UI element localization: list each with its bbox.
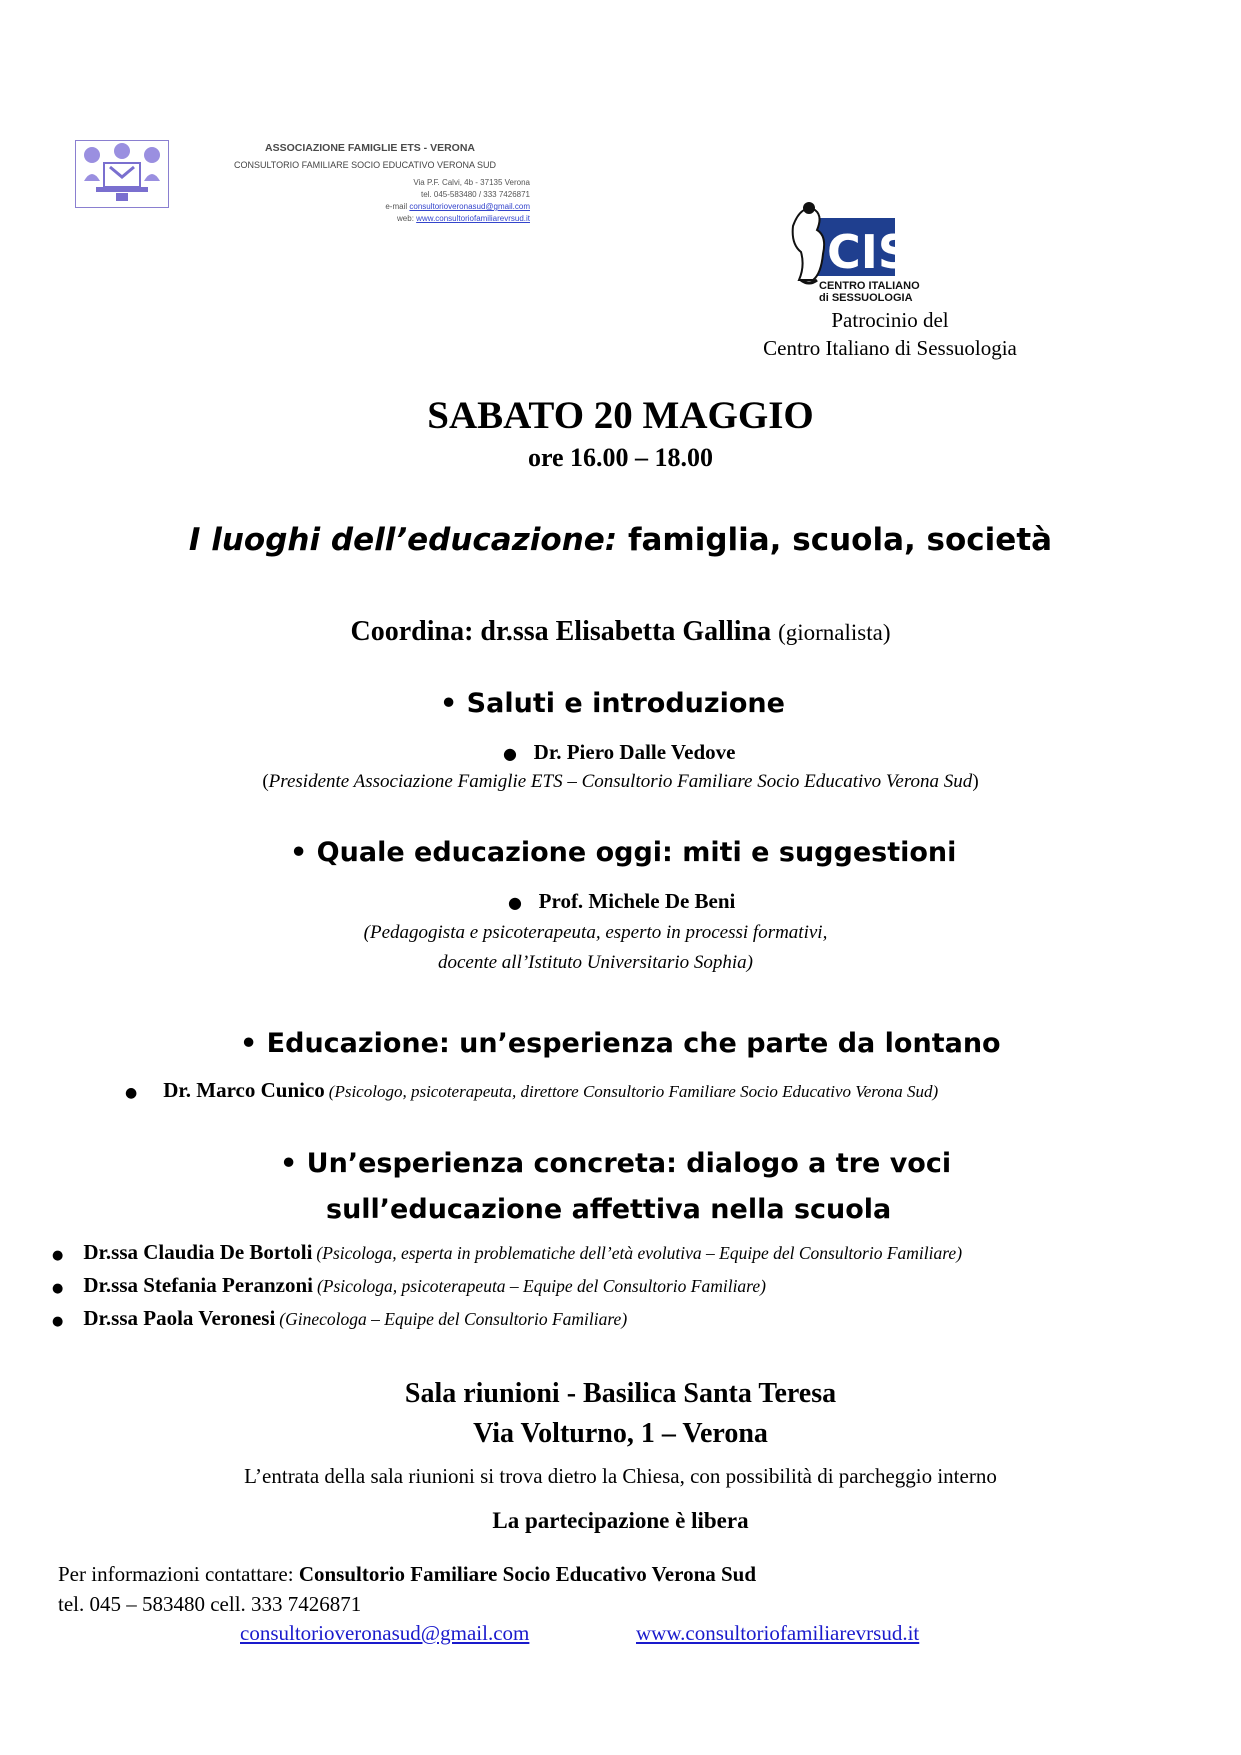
venue-line2: Via Volturno, 1 – Verona bbox=[473, 1418, 768, 1449]
contact-label: Per informazioni contattare: bbox=[58, 1562, 299, 1586]
bullet-icon: ● bbox=[503, 744, 534, 763]
section-1-title bbox=[440, 688, 785, 719]
org-email-row bbox=[200, 202, 530, 211]
free-entry: La partecipazione è libera bbox=[492, 1508, 749, 1533]
cis-logo bbox=[783, 196, 920, 304]
section-1-speaker-name: Dr. Piero Dalle Vedove bbox=[533, 740, 736, 764]
section-4-speaker-2-desc: (Psicologa, psicoterapeuta – Equipe del Consultorio Familiare) bbox=[316, 1276, 766, 1296]
bullet-icon: • bbox=[290, 837, 317, 868]
patronage-line2: Centro Italiano di Sessuologia bbox=[763, 336, 1017, 360]
section-4-speaker-2 bbox=[52, 1273, 766, 1298]
section-4-speaker-1 bbox=[52, 1240, 962, 1265]
cis-logo-text: CIS bbox=[827, 225, 912, 279]
family-icon bbox=[76, 141, 168, 207]
section-4-speaker-1-desc: (Psicologa, esperta in problematiche dell’età evolutiva – Equipe del Consultorio Familiare) bbox=[316, 1243, 963, 1263]
cis-logo-sub1: CENTRO ITALIANO bbox=[819, 280, 920, 292]
bullet-icon: ● bbox=[125, 1085, 138, 1101]
coordinator bbox=[0, 616, 1241, 648]
cis-logo-sub2: di SESSUOLOGIA bbox=[819, 292, 913, 304]
org-email-link[interactable]: consultorioveronasud@gmail.com bbox=[409, 202, 530, 211]
org-phones: tel. 045-583480 / 333 7426871 bbox=[421, 190, 530, 199]
org-address: Via P.F. Calvi, 4b - 37135 Verona bbox=[413, 178, 530, 187]
bullet-icon: • bbox=[280, 1148, 307, 1179]
section-4-speaker-3 bbox=[52, 1306, 627, 1331]
bullet-icon: ● bbox=[508, 893, 539, 912]
association-logo bbox=[75, 140, 169, 208]
contact-web-link[interactable]: www.consultoriofamiliarevrsud.it bbox=[636, 1621, 920, 1645]
bullet-icon: ● bbox=[52, 1314, 64, 1329]
org-email-label: e-mail bbox=[385, 202, 408, 211]
venue-line1: Sala riunioni - Basilica Santa Teresa bbox=[404, 1378, 837, 1409]
event-theme-italic: I luoghi dell’educazione: bbox=[188, 522, 618, 558]
section-4-speaker-3-desc: (Ginecologa – Equipe del Consultorio Familiare) bbox=[279, 1309, 628, 1329]
org-web-label: web: bbox=[397, 214, 414, 223]
section-2-desc-line1: (Pedagogista e psicoterapeuta, esperto in processi formativi, bbox=[363, 922, 828, 943]
section-3-speaker-name: Dr. Marco Cunico bbox=[163, 1078, 325, 1102]
section-3-title bbox=[240, 1028, 1001, 1059]
org-subtitle: CONSULTORIO FAMILIARE SOCIO EDUCATIVO VERONA SUD bbox=[233, 160, 497, 170]
coordinator-role: (giornalista) bbox=[778, 620, 891, 645]
event-theme bbox=[0, 522, 1241, 558]
patronage bbox=[720, 306, 1060, 362]
section-2-speaker-name: Prof. Michele De Beni bbox=[538, 889, 736, 913]
section-3-title-text: Educazione: un’esperienza che parte da lontano bbox=[266, 1028, 1001, 1059]
contact-phones: tel. 045 – 583480 cell. 333 7426871 bbox=[58, 1592, 362, 1616]
bullet-icon: ● bbox=[52, 1281, 64, 1296]
coordinator-name: Coordina: dr.ssa Elisabetta Gallina bbox=[350, 616, 772, 647]
org-web-link[interactable]: www.consultoriofamiliarevrsud.it bbox=[416, 214, 530, 223]
section-4-title bbox=[280, 1148, 951, 1179]
event-date: SABATO 20 MAGGIO bbox=[427, 394, 814, 437]
event-time: ore 16.00 – 18.00 bbox=[527, 443, 714, 472]
section-1-desc: (Presidente Associazione Famiglie ETS – Consultorio Familiare Socio Educativo Verona Sud) bbox=[262, 771, 979, 792]
section-1-title-text: Saluti e introduzione bbox=[466, 688, 785, 719]
contact-email-link[interactable]: consultorioveronasud@gmail.com bbox=[240, 1621, 530, 1645]
section-1-desc-text: Presidente Associazione Famiglie ETS – Consultorio Familiare Socio Educativo Verona Sud bbox=[268, 771, 973, 792]
section-4-speaker-3-name: Dr.ssa Paola Veronesi bbox=[83, 1306, 276, 1330]
section-4-title-line1: Un’esperienza concreta: dialogo a tre voci bbox=[306, 1148, 952, 1179]
section-3-speaker bbox=[125, 1078, 938, 1103]
bullet-icon: • bbox=[240, 1028, 267, 1059]
section-2-title bbox=[290, 837, 956, 868]
contact-line1 bbox=[58, 1562, 756, 1587]
venue-note: L’entrata della sala riunioni si trova dietro la Chiesa, con possibilità di parcheggio interno bbox=[244, 1464, 997, 1488]
contact-org: Consultorio Familiare Socio Educativo Verona Sud bbox=[298, 1562, 757, 1586]
bullet-icon: ● bbox=[52, 1248, 64, 1263]
event-theme-rest: famiglia, scuola, società bbox=[617, 522, 1053, 558]
section-2-desc-line2: docente all’Istituto Universitario Sophia) bbox=[437, 952, 754, 973]
patronage-line1: Patrocinio del bbox=[831, 308, 949, 332]
section-2-speaker bbox=[508, 889, 735, 914]
cis-emblem-icon bbox=[783, 196, 920, 304]
section-4-speaker-1-name: Dr.ssa Claudia De Bortoli bbox=[83, 1240, 313, 1264]
org-web-row bbox=[200, 214, 530, 223]
bullet-icon: • bbox=[440, 688, 467, 719]
section-3-speaker-desc: (Psicologo, psicoterapeuta, direttore Consultorio Familiare Socio Educativo Verona Sud) bbox=[328, 1082, 939, 1101]
section-2-title-text: Quale educazione oggi: miti e suggestioni bbox=[316, 837, 957, 868]
section-4-speaker-2-name: Dr.ssa Stefania Peranzoni bbox=[83, 1273, 313, 1297]
org-name: ASSOCIAZIONE FAMIGLIE ETS - VERONA bbox=[264, 142, 475, 154]
association-info bbox=[200, 142, 530, 223]
section-2-desc bbox=[0, 922, 1241, 974]
section-4-title-line2: sull’educazione affettiva nella scuola bbox=[326, 1194, 892, 1225]
section-1-speaker bbox=[503, 740, 736, 765]
